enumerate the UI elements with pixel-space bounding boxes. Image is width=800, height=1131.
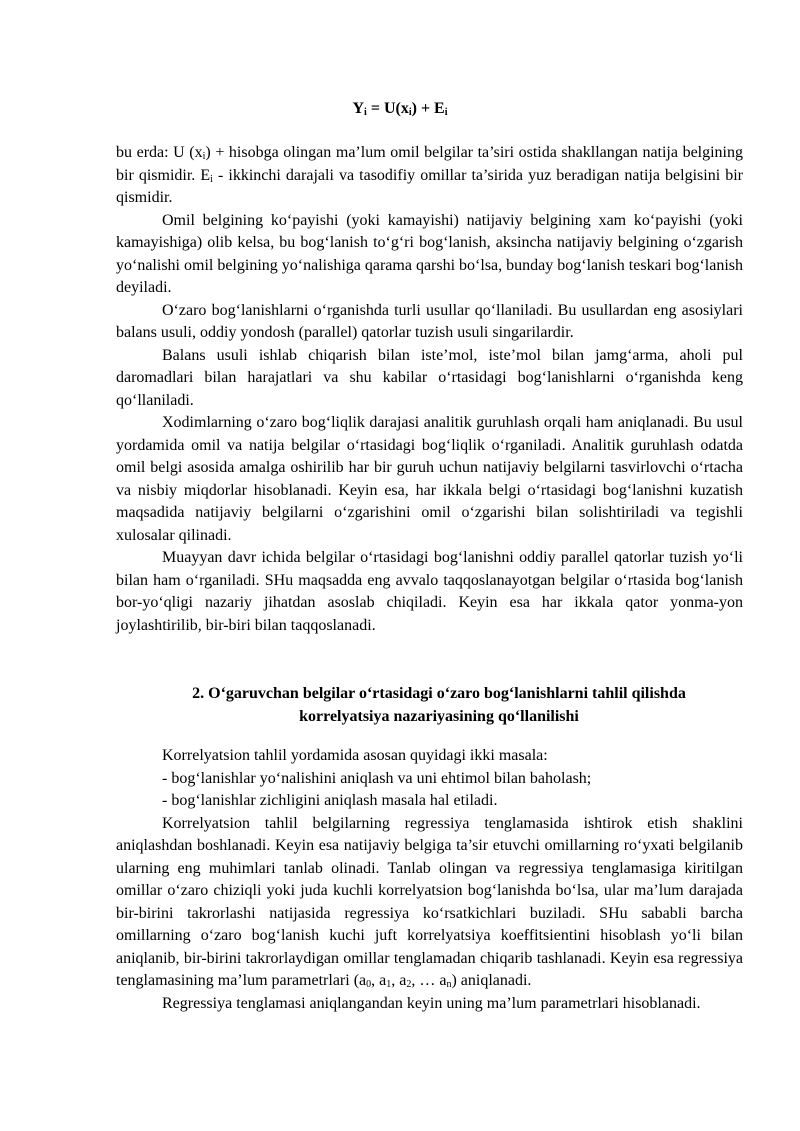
body-section-2 (116, 745, 743, 1015)
section-heading (144, 683, 734, 728)
text-span: , a (391, 972, 407, 989)
paragraph-methods: O‘zaro bog‘lanishlarni o‘rganishda turli usullar qo‘llaniladi. Bu usullardan eng asosiylari balans usuli, oddiy yondosh (parallel) qatorlar tuzish usuli singarilardir. (116, 301, 743, 341)
subscript: n (446, 979, 452, 990)
text-span: , … a (411, 972, 447, 989)
paragraph-correlation-analysis (116, 813, 743, 993)
paragraph-analytic-grouping: Xodimlarning o‘zaro bog‘liqlik darajasi analitik guruhlash orqali ham aniqlanadi. Bu usul yordamida omil va natija belgilar o‘rtasidagi bog‘liqlik o‘rganiladi. Analitik guruhlash odatda omil belgi asosida amalga oshirilib har bir guruh uchun natijaviy belgilarni tasvirlovchi o‘rtacha va nisbiy miqdorlar hisoblanadi. Keyin esa, har ikkala belgi o‘rtasidagi bog‘lanishni kuzatish maqsadida natijaviy belgilarni o‘zgarishini omil o‘zgarishi bilan solishtiriladi va tegishli xulosalar qilinadi. (116, 414, 743, 544)
text-span: bu erda: U (x (116, 144, 203, 161)
text-span: , a (371, 972, 387, 989)
formula-lhs: Y (352, 100, 365, 117)
regression-formula (0, 98, 800, 121)
paragraph-regression-parameters: Regressiya tenglamasi aniqlangandan keyin uning ma’lum parametrlari hisoblanadi. (162, 994, 701, 1012)
text-span: ) aniqlanadi. (451, 972, 532, 989)
section-heading-line-2: korrelyatsiya nazariyasining qo‘llanilishi (299, 707, 579, 725)
subscript: i (210, 173, 213, 185)
text-span: ) + hisobga olingan ma’lum omil belgilar ta’siri ostida shakllangan natija belgining bir qismidir. E (116, 144, 744, 184)
paragraph-parallel-series: Muayyan davr ichida belgilar o‘rtasidagi bog‘lanishni oddiy parallel qatorlar tuzish yo‘li bilan ham o‘rganiladi. SHu maqsadda eng avvalo taqqoslanayotgan belgilar o‘rtasida bog‘lanish bor-yo‘qligi nazariy jihatdan asoslab chiqiladi. Keyin esa har ikkala qator yonma-yon joylashtirilib, bir-biri bilan taqqoslanadi. (116, 549, 743, 634)
list-item-density: - bog‘lanishlar zichligini aniqlash masala hal etiladi. (162, 792, 498, 809)
text-span: - ikkinchi darajali va tasodifiy omillar ta’sirida yuz beradigan natija belgisini bir qismidir. (116, 166, 744, 206)
subscript: 1 (386, 979, 392, 990)
paragraph-direct-inverse: Omil belgining ko‘payishi (yoki kamayishi) natijaviy belgining xam ko‘payishi (yoki kamayishiga) olib kelsa, bu bog‘lanish to‘g‘ri bog‘lanish, aksincha natijaviy belgining o‘zgarish yo‘nalishi omil belgining yo‘nalishiga qarama qarshi bo‘lsa, bunday bog‘lanish teskari bog‘lanish deyiladi. (116, 211, 743, 296)
subscript: 0 (366, 979, 372, 990)
list-item-direction: - bog‘lanishlar yo‘nalishini aniqlash va uni ehtimol bilan baholash; (162, 769, 592, 787)
paragraph-balance-method: Balans usuli ishlab chiqarish bilan iste’mol, iste’mol bilan jamg‘arma, aholi pul daromadlari bilan harajatlari va shu kabilar o‘rtasidagi bog‘lanishlarni o‘rganishda keng qo‘llaniladi. (116, 346, 743, 409)
formula-rhs-subscript: i (444, 107, 448, 118)
text-span: Korrelyatsion tahlil belgilarning regressiya tenglamasida ishtirok etish shaklini aniqlashdan boshlanadi. Keyin esa natijaviy belgiga ta’sir etuvchi omillarning ro‘yxati belgilanib ularning eng muhimlari tanlab olinadi. Tanlab olingan va regressiya tenglamasiga kiritilgan omillar o‘zaro chiziqli yoki juda kuchli korrelyatsion bog‘lanishda bo‘lsa, ular ma’lum darajada bir-birini takrorlashi natijasida regressiya ko‘rsatkichlari buziladi. SHu sababli barcha omillarning o‘zaro bog‘lanish kuchi juft korrelyatsiya koeffitsientini hisoblash yo‘li bilan aniqlanib, bir-birini takrorlaydigan omillar tenglamadan chiqarib tashlanadi. Keyin esa regressiya tenglamasining ma’lum parametrlari (a (116, 814, 743, 989)
body-section-1 (116, 142, 743, 637)
paragraph-two-tasks: Korrelyatsion tahlil yordamida asosan quyidagi ikki masala: (162, 747, 548, 764)
subscript: 2 (406, 979, 412, 990)
formula-mid: = U(x (366, 100, 409, 117)
formula-lhs-subscript: i (364, 107, 367, 118)
formula-mid-subscript: i (408, 107, 412, 118)
section-heading-line-1: 2. O‘garuvchan belgilar o‘rtasidagi o‘zaro bog‘lanishlarni tahlil qilishda (192, 685, 686, 702)
formula-rhs: ) + E (411, 100, 445, 117)
paragraph-formula-explanation (116, 142, 743, 210)
subscript: i (202, 151, 206, 162)
